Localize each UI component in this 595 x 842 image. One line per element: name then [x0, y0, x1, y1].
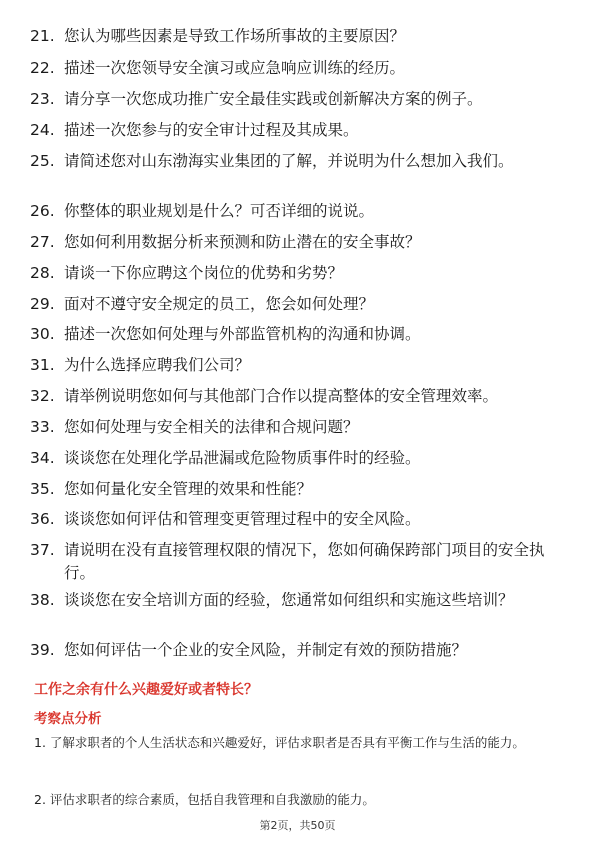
question-text: 面对不遵守安全规定的员工，您会如何处理？ [64, 295, 375, 313]
question-text: 请简述您对山东渤海实业集团的了解，并说明为什么想加入我们。 [64, 152, 514, 170]
question-number: 35. [30, 480, 55, 498]
question-number: 28. [30, 264, 55, 282]
question-text: 请说明在没有直接管理权限的情况下，您如何确保跨部门项目的安全执行。 [64, 541, 545, 582]
question-item [30, 539, 560, 582]
question-number: 39. [30, 641, 55, 659]
question-text: 描述一次您如何处理与外部监管机构的沟通和协调。 [64, 325, 421, 343]
question-item [30, 88, 560, 111]
question-item [30, 119, 560, 142]
question-number: 27. [30, 233, 55, 251]
question-item [30, 57, 560, 80]
question-item [30, 150, 560, 173]
question-text: 谈谈您如何评估和管理变更管理过程中的安全风险。 [64, 510, 421, 528]
question-number: 37. [30, 541, 55, 559]
question-number: 34. [30, 449, 55, 467]
analysis-item: 1. 了解求职者的个人生活状态和兴趣爱好，评估求职者是否具有平衡工作与生活的能力。 [34, 735, 525, 750]
question-text: 谈谈您在处理化学品泄漏或危险物质事件时的经验。 [64, 449, 421, 467]
question-number: 38. [30, 591, 55, 609]
question-text: 请分享一次您成功推广安全最佳实践或创新解决方案的例子。 [64, 90, 483, 108]
question-text: 描述一次您参与的安全审计过程及其成果。 [64, 121, 359, 139]
question-number: 26. [30, 202, 55, 220]
question-item [30, 200, 560, 223]
question-text: 您如何量化安全管理的效果和性能？ [64, 480, 313, 498]
question-text: 请谈一下你应聘这个岗位的优势和劣势？ [64, 264, 344, 282]
question-number: 23. [30, 90, 55, 108]
question-text: 您如何处理与安全相关的法律和合规问题？ [64, 418, 359, 436]
question-text: 您如何评估一个企业的安全风险，并制定有效的预防措施？ [64, 641, 468, 659]
question-number: 29. [30, 295, 55, 313]
question-item [30, 354, 560, 377]
question-item [30, 262, 560, 285]
question-item [30, 639, 560, 662]
question-item [30, 478, 560, 501]
page-footer: 第2页，共50页 [259, 819, 336, 832]
question-text: 您认为哪些因素是导致工作场所事故的主要原因？ [64, 27, 406, 45]
analysis-title: 考察点分析 [34, 711, 102, 727]
question-item [30, 416, 560, 439]
question-text: 你整体的职业规划是什么？可否详细的说说。 [64, 202, 375, 220]
question-number: 22. [30, 59, 55, 77]
question-number: 31. [30, 356, 55, 374]
question-item [30, 385, 560, 408]
section-title: 工作之余有什么兴趣爱好或者特长？ [34, 682, 258, 698]
question-item [30, 447, 560, 470]
question-text: 为什么选择应聘我们公司？ [64, 356, 251, 374]
question-number: 33. [30, 418, 55, 436]
question-item [30, 293, 560, 316]
question-item [30, 25, 560, 48]
question-number: 21. [30, 27, 55, 45]
analysis-item: 2. 评估求职者的综合素质，包括自我管理和自我激励的能力。 [34, 792, 375, 807]
question-text: 谈谈您在安全培训方面的经验，您通常如何组织和实施这些培训？ [64, 591, 514, 609]
question-number: 36. [30, 510, 55, 528]
question-number: 30. [30, 325, 55, 343]
question-item [30, 589, 560, 612]
question-item [30, 323, 560, 346]
question-text: 描述一次您领导安全演习或应急响应训练的经历。 [64, 59, 406, 77]
question-number: 24. [30, 121, 55, 139]
question-item [30, 231, 560, 254]
question-number: 32. [30, 387, 55, 405]
question-text: 请举例说明您如何与其他部门合作以提高整体的安全管理效率。 [64, 387, 499, 405]
question-text: 您如何利用数据分析来预测和防止潜在的安全事故？ [64, 233, 421, 251]
question-item [30, 508, 560, 531]
question-number: 25. [30, 152, 55, 170]
